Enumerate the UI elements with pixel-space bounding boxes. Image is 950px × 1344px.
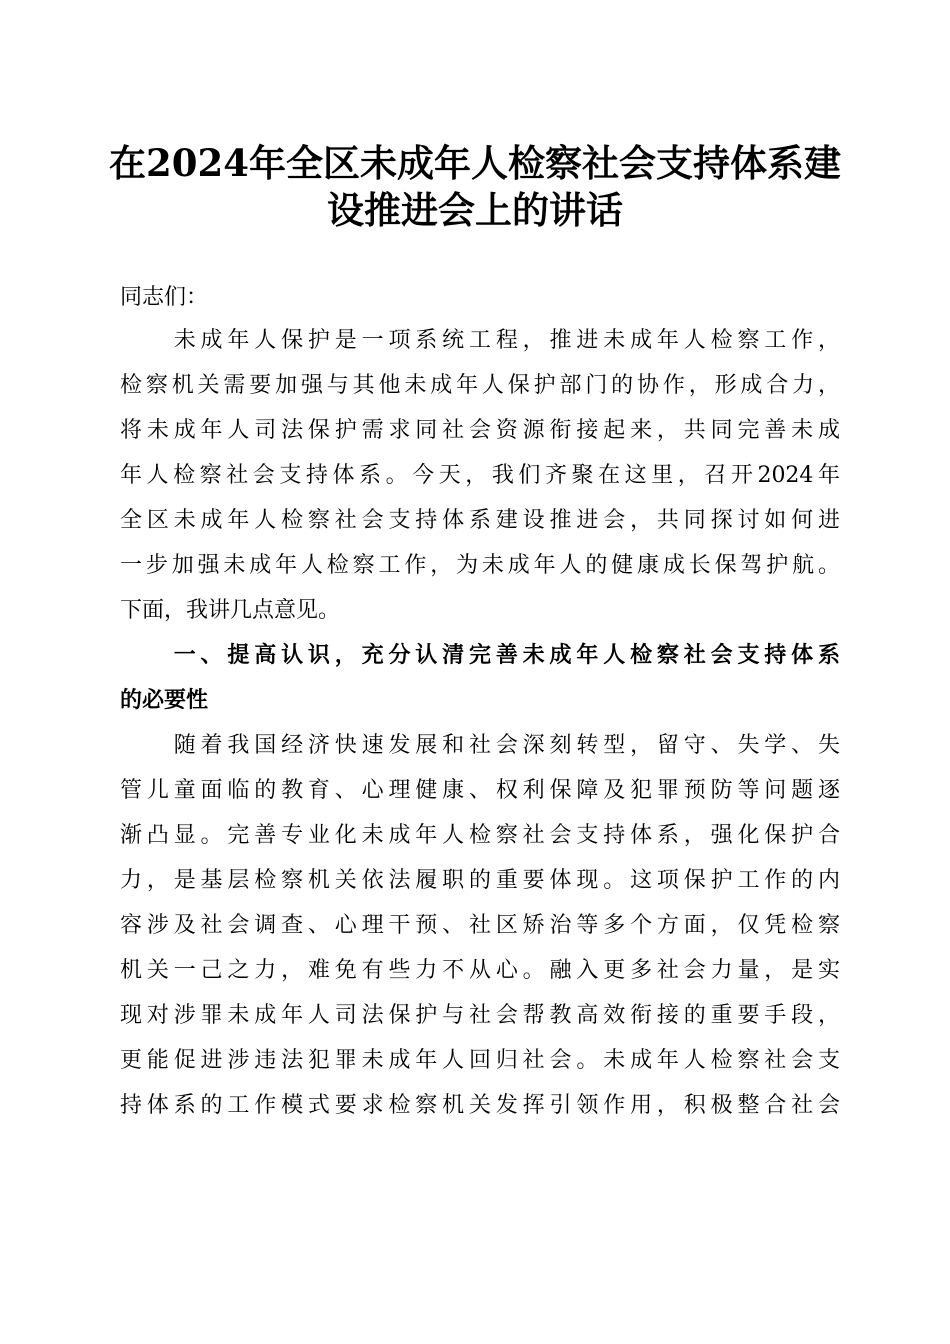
section-heading: 一、提高认识，充分认清完善未成年人检察社会支持体系 (120, 643, 840, 668)
body-line: 更能促进涉违法犯罪未成年人回归社会。未成年人检察社会支 (120, 1048, 840, 1073)
body-line: 全区未成年人检察社会支持体系建设推进会，共同探讨如何进 (120, 508, 840, 533)
salutation: 同志们： (120, 285, 209, 310)
body-line: 容涉及社会调查、心理干预、社区矫治等多个方面，仅凭检察 (120, 913, 840, 938)
document-title-line-2: 设推进会上的讲话 (327, 188, 623, 232)
body-line: 下面，我讲几点意见。 (120, 598, 341, 623)
body-line: 未成年人保护是一项系统工程，推进未成年人检察工作， (120, 328, 840, 353)
body-line: 机关一己之力，难免有些力不从心。融入更多社会力量，是实 (120, 958, 840, 983)
body-line: 将未成年人司法保护需求同社会资源衔接起来，共同完善未成 (120, 418, 840, 443)
body-line: 检察机关需要加强与其他未成年人保护部门的协作，形成合力， (120, 373, 840, 398)
body-line: 力，是基层检察机关依法履职的重要体现。这项保护工作的内 (120, 868, 840, 893)
body-line: 年人检察社会支持体系。今天，我们齐聚在这里，召开2024年 (120, 463, 840, 488)
body-line: 一步加强未成年人检察工作，为未成年人的健康成长保驾护航。 (120, 553, 840, 578)
document-title-line-1: 在2024年全区未成年人检察社会支持体系建 (109, 141, 841, 185)
body-line: 持体系的工作模式要求检察机关发挥引领作用，积极整合社会 (120, 1093, 840, 1118)
body-line: 现对涉罪未成年人司法保护与社会帮教高效衔接的重要手段， (120, 1003, 840, 1028)
body-line: 管儿童面临的教育、心理健康、权利保障及犯罪预防等问题逐 (120, 778, 840, 803)
body-line: 渐凸显。完善专业化未成年人检察社会支持体系，强化保护合 (120, 823, 840, 848)
body-line: 随着我国经济快速发展和社会深刻转型，留守、失学、失 (120, 733, 840, 758)
section-heading: 的必要性 (120, 688, 209, 713)
